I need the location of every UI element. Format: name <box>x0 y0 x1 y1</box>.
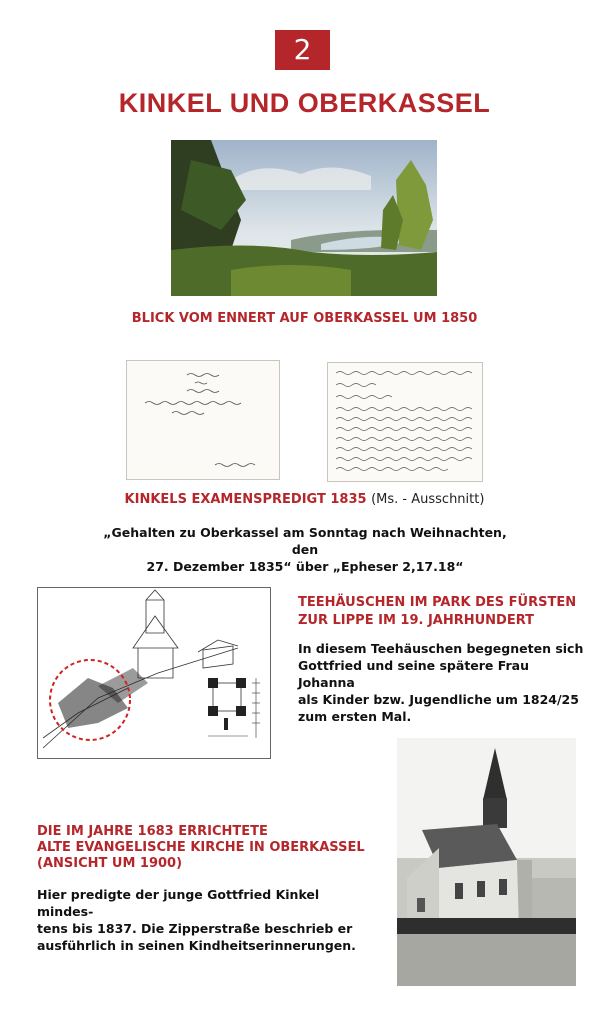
teahouse-heading-line: ZUR LIPPE IM 19. JAHRHUNDERT <box>298 613 535 628</box>
manuscript-caption-note: (Ms. - Ausschnitt) <box>371 492 485 507</box>
manuscript-caption-title: KINKELS EXAMENSPREDIGT 1835 <box>124 492 367 507</box>
church-text-line: tens bis 1837. Die Zipperstraße beschrieb er <box>37 921 353 936</box>
church-heading-line: DIE IM JAHRE 1683 ERRICHTETE <box>37 824 268 839</box>
teahouse-heading <box>298 594 588 630</box>
teahouse-heading-line: TEEHÄUSCHEN IM PARK DES FÜRSTEN <box>298 595 577 610</box>
teahouse-text <box>298 640 588 725</box>
landscape-painting <box>171 140 437 296</box>
church-text-line: Hier predigte der junge Gottfried Kinkel mindes- <box>37 887 320 919</box>
manuscript-page-1 <box>126 360 280 480</box>
teahouse-text-line: als Kinder bzw. Jugendliche um 1824/25 <box>298 692 579 707</box>
church-heading-line: ALTE EVANGELISCHE KIRCHE IN OBERKASSEL <box>37 840 365 855</box>
teahouse-text-line: Gottfried und seine spätere Frau Johanna <box>298 658 529 690</box>
sermon-quote-line: „Gehalten zu Oberkassel am Sonntag nach Weihnachten, den <box>103 525 507 557</box>
church-text <box>37 886 377 954</box>
painting-caption: BLICK VOM ENNERT AUF OBERKASSEL UM 1850 <box>131 311 478 326</box>
page-title: KINKEL UND OBERKASSEL <box>118 88 491 118</box>
teahouse-text-line: zum ersten Mal. <box>298 709 412 724</box>
teahouse-sketch <box>37 587 271 759</box>
sermon-quote <box>100 524 510 575</box>
church-heading-line: (ANSICHT UM 1900) <box>37 856 183 871</box>
section-number-badge: 2 <box>275 30 330 70</box>
church-heading <box>37 824 377 872</box>
church-photo <box>397 738 576 986</box>
church-text-line: ausführlich in seinen Kindheitserinnerungen. <box>37 938 356 953</box>
manuscript-page-2 <box>327 362 483 482</box>
teahouse-text-line: In diesem Teehäuschen begegneten sich <box>298 641 584 656</box>
sermon-quote-line: 27. Dezember 1835“ über „Epheser 2,17.18“ <box>146 559 464 574</box>
manuscript-caption <box>0 492 609 507</box>
